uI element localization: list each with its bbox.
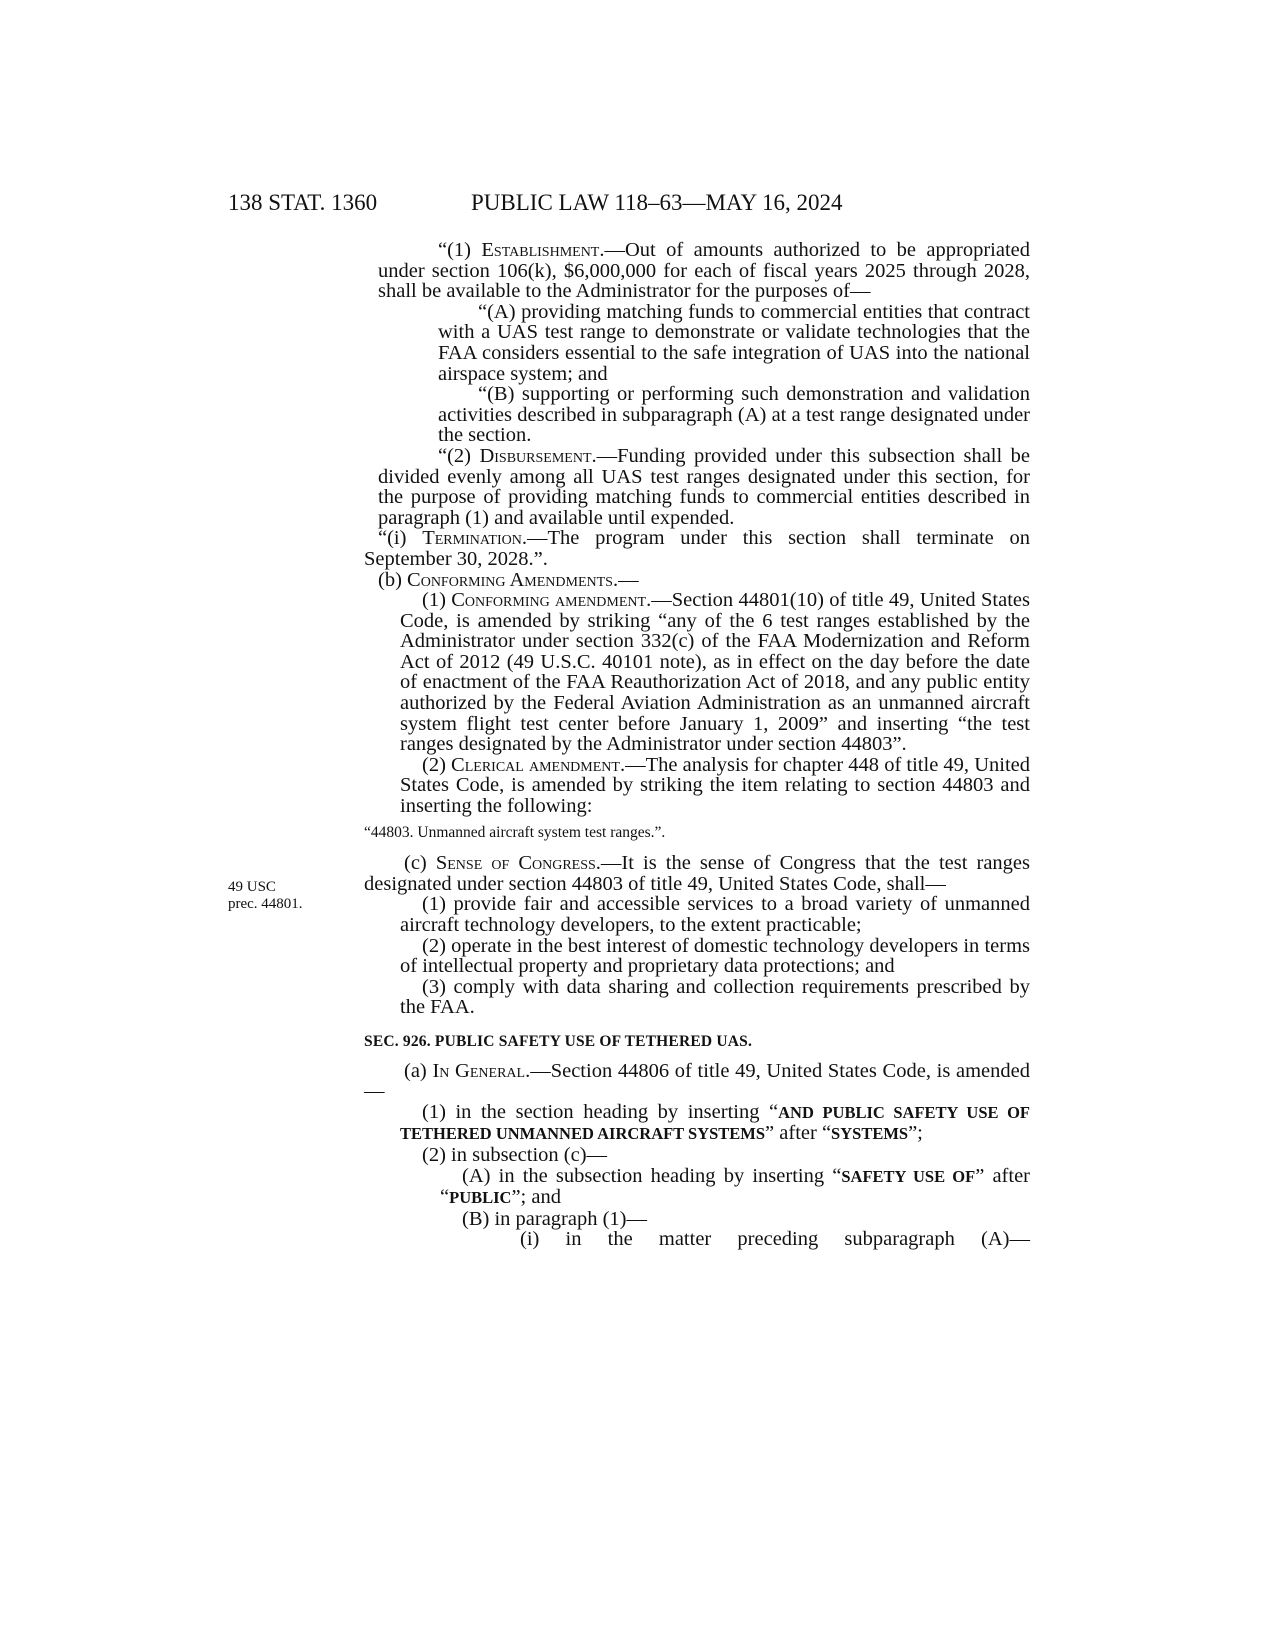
subsection-c-sense-of-congress: (c) Sense of Congress.—It is the sense of Congress that the test ranges designated under section 44803 of title 49, United States Code, shall—: [364, 852, 1030, 895]
subsection-a-in-general: (a) In General.—Section 44806 of title 49, United States Code, is amended—: [364, 1059, 1030, 1103]
paragraph-establishment: “(1) Establishment.—Out of amounts authorized to be appropriated under section 106(k), $6,000,000 for each of fiscal years 2025 through 2028, shall be available to the Administrator for the purposes of—: [378, 239, 1030, 303]
subparagraph-b: “(B) supporting or performing such demonstration and validation activities described in subparagraph (A) at a test range designated under the section.: [438, 383, 1030, 447]
margin-citation-line: prec. 44801.: [228, 896, 303, 912]
subsection-termination: “(i) Termination.—The program under this section shall terminate on September 30, 2028.”.: [364, 527, 1030, 570]
table-of-contents-item: “44803. Unmanned aircraft system test ranges.”.: [364, 823, 666, 841]
running-title: PUBLIC LAW 118–63—MAY 16, 2024: [471, 190, 843, 215]
sense-item-2: (2) operate in the best interest of domestic technology developers in terms of intellectual property and proprietary data protections; and: [400, 934, 1030, 978]
amendment-item-1: (1) in the section heading by inserting “AND PUBLIC SAFETY USE OF TETHERED UNMANNED AIRCRAFT SYSTEMS” after “SYSTEMS”;: [400, 1100, 1030, 1145]
paragraph-disbursement: “(2) Disbursement.—Funding provided under this subsection shall be divided evenly among all UAS test ranges designated under this section, for the purpose of providing matching funds to commercial entities described in paragraph (1) and available until expended.: [378, 444, 1030, 529]
sense-item-3: (3) comply with data sharing and collection requirements prescribed by the FAA.: [400, 975, 1030, 1019]
paragraph-clerical-amendment: (2) Clerical amendment.—The analysis for chapter 448 of title 49, United States Code, is amended by striking the item relating to section 44803 and inserting the following:: [400, 753, 1030, 818]
statute-body: [364, 239, 1030, 1251]
margin-citation: [228, 879, 303, 913]
sense-item-1: (1) provide fair and accessible services to a broad variety of unmanned aircraft technology developers, to the extent practicable;: [400, 893, 1030, 936]
subparagraph-a: “(A) providing matching funds to commercial entities that contract with a UAS test range to demonstrate or validate technologies that the FAA considers essential to the safe integration of UAS into the national airspace system; and: [438, 300, 1030, 385]
amendment-subitem-a: (A) in the subsection heading by inserting “SAFETY USE OF” after “PUBLIC”; and: [440, 1164, 1030, 1209]
page-header: [0, 190, 1275, 224]
amendment-clause-i: (i) in the matter preceding subparagraph (A)—: [520, 1228, 1030, 1251]
margin-citation-line: 49 USC: [228, 879, 276, 895]
statute-page-number: 138 STAT. 1360: [228, 190, 378, 215]
amendment-item-2: (2) in subsection (c)—: [422, 1143, 608, 1166]
section-heading: SEC. 926. PUBLIC SAFETY USE OF TETHERED UAS.: [364, 1032, 753, 1050]
paragraph-conforming-amendment: (1) Conforming amendment.—Section 44801(10) of title 49, United States Code, is amended by striking “any of the 6 test ranges established by the Administrator under section 332(c) of the FAA Modernization and Reform Act of 2012 (49 U.S.C. 40101 note), as in effect on the day before the date of enactment of the FAA Reauthorization Act of 2018, and any public entity authorized by the Federal Aviation Administration as an unmanned aircraft system flight test center before January 1, 2009” and inserting “the test ranges designated by the Administrator under section 44803”.: [400, 589, 1030, 756]
subsection-b-heading: (b) Conforming Amendments.—: [378, 568, 639, 591]
amendment-subitem-b: (B) in paragraph (1)—: [462, 1207, 648, 1230]
